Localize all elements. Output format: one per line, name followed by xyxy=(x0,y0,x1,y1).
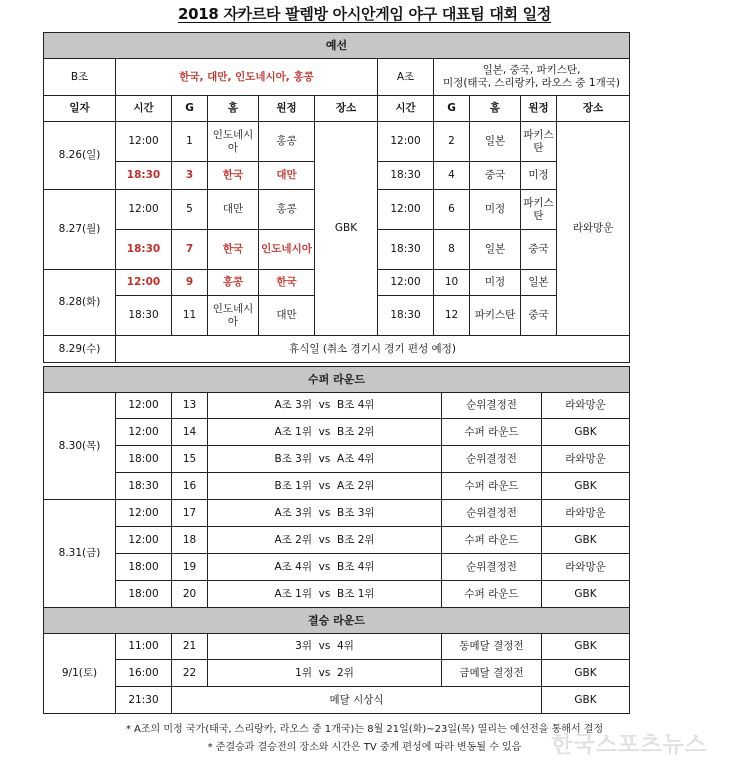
time-cell: 12:00 xyxy=(116,190,172,230)
game-cell: 19 xyxy=(172,554,208,581)
match-cell: A조 4위 vs B조 4위 xyxy=(208,554,442,581)
venue-cell: 라와망운 xyxy=(542,554,630,581)
final-round-header: 결승 라운드 xyxy=(44,608,630,634)
time-cell: 12:00 xyxy=(116,393,172,419)
game-cell: 6 xyxy=(434,190,470,230)
col-home-b: 홈 xyxy=(208,96,259,122)
type-cell: 수퍼 라운드 xyxy=(442,473,542,500)
time-cell: 12:00 xyxy=(116,527,172,554)
time-cell: 18:30 xyxy=(116,162,172,190)
time-cell: 18:00 xyxy=(116,446,172,473)
watermark-logo: 한국스포츠뉴스 xyxy=(551,733,707,758)
type-cell: 금메달 결정전 xyxy=(442,660,542,687)
table-row xyxy=(44,634,630,660)
date-cell: 8.27(월) xyxy=(44,190,116,270)
rest-text: 휴식일 (취소 경기시 경기 편성 예정) xyxy=(116,336,630,363)
table-row xyxy=(44,393,630,419)
col-time-a: 시간 xyxy=(378,96,434,122)
time-cell: 12:00 xyxy=(378,270,434,296)
date-cell: 8.30(목) xyxy=(44,393,116,500)
group-a-teams-line1: 일본, 중국, 파키스탄, xyxy=(482,64,581,76)
time-cell: 18:30 xyxy=(116,473,172,500)
venue-cell: 라와망운 xyxy=(542,393,630,419)
time-cell: 16:00 xyxy=(116,660,172,687)
col-away-b: 원정 xyxy=(259,96,315,122)
knockout-table xyxy=(43,366,630,714)
home-cell: 대만 xyxy=(208,190,259,230)
venue-cell: 라와망운 xyxy=(542,500,630,527)
game-cell: 9 xyxy=(172,270,208,296)
venue-a-cell: 라와망운 xyxy=(557,122,630,336)
time-cell: 12:00 xyxy=(378,122,434,162)
type-cell: 순위결정전 xyxy=(442,500,542,527)
time-cell: 12:00 xyxy=(116,122,172,162)
home-cell: 인도네시아 xyxy=(208,122,259,162)
table-row xyxy=(44,122,630,162)
game-cell: 4 xyxy=(434,162,470,190)
time-cell: 18:30 xyxy=(378,162,434,190)
match-cell: B조 1위 vs A조 2위 xyxy=(208,473,442,500)
time-cell: 18:30 xyxy=(378,230,434,270)
away-cell: 중국 xyxy=(521,230,557,270)
group-b-teams: 한국, 대만, 인도네시아, 홍콩 xyxy=(116,59,378,96)
game-cell: 13 xyxy=(172,393,208,419)
game-cell: 8 xyxy=(434,230,470,270)
match-cell: A조 1위 vs B조 2위 xyxy=(208,419,442,446)
match-cell: A조 3위 vs B조 4위 xyxy=(208,393,442,419)
page-title: 2018 자카르타 팔렘방 아시안게임 야구 대표팀 대회 일정 xyxy=(178,5,551,23)
home-cell: 한국 xyxy=(208,162,259,190)
table-row xyxy=(44,500,630,527)
game-cell: 18 xyxy=(172,527,208,554)
venue-b-cell: GBK xyxy=(315,122,378,336)
col-home-a: 홈 xyxy=(470,96,521,122)
home-cell: 일본 xyxy=(470,230,521,270)
match-cell: A조 1위 vs B조 1위 xyxy=(208,581,442,608)
away-cell: 홍콩 xyxy=(259,122,315,162)
home-cell: 홍콩 xyxy=(208,270,259,296)
date-cell: 8.26(일) xyxy=(44,122,116,190)
footnote-2: * 준결승과 결승전의 장소와 시간은 TV 중계 편성에 따라 변동될 수 있음 xyxy=(207,742,522,753)
game-cell: 1 xyxy=(172,122,208,162)
venue-cell: GBK xyxy=(542,527,630,554)
footnote-1: * A조의 미정 국가(태국, 스리랑카, 라오스 중 1개국)는 8월 21일(화)~23일(목) 열리는 예선전을 통해서 결정 xyxy=(125,724,604,735)
time-cell: 21:30 xyxy=(116,687,172,714)
type-cell: 동메달 결정전 xyxy=(442,634,542,660)
col-date: 일자 xyxy=(44,96,116,122)
game-cell: 20 xyxy=(172,581,208,608)
col-game-a: G xyxy=(434,96,470,122)
game-cell: 22 xyxy=(172,660,208,687)
date-cell: 8.31(금) xyxy=(44,500,116,608)
time-cell: 18:30 xyxy=(378,296,434,336)
away-cell: 대만 xyxy=(259,296,315,336)
away-cell: 일본 xyxy=(521,270,557,296)
rest-day-row xyxy=(44,336,630,363)
type-cell: 순위결정전 xyxy=(442,446,542,473)
col-game-b: G xyxy=(172,96,208,122)
game-cell: 7 xyxy=(172,230,208,270)
game-cell: 14 xyxy=(172,419,208,446)
away-cell: 미정 xyxy=(521,162,557,190)
type-cell: 수퍼 라운드 xyxy=(442,419,542,446)
venue-cell: GBK xyxy=(542,473,630,500)
table-row xyxy=(44,581,630,608)
away-cell: 중국 xyxy=(521,296,557,336)
group-a-label: A조 xyxy=(378,59,434,96)
rest-date: 8.29(수) xyxy=(44,336,116,363)
game-cell: 3 xyxy=(172,162,208,190)
group-a-teams xyxy=(434,59,630,96)
venue-cell: GBK xyxy=(542,687,630,714)
time-cell: 12:00 xyxy=(116,500,172,527)
match-cell: A조 3위 vs B조 3위 xyxy=(208,500,442,527)
match-cell: 1위 vs 2위 xyxy=(208,660,442,687)
venue-cell: GBK xyxy=(542,581,630,608)
table-row xyxy=(44,554,630,581)
date-cell: 8.28(화) xyxy=(44,270,116,336)
game-cell: 11 xyxy=(172,296,208,336)
col-away-a: 원정 xyxy=(521,96,557,122)
type-cell: 순위결정전 xyxy=(442,554,542,581)
type-cell: 수퍼 라운드 xyxy=(442,527,542,554)
venue-cell: 라와망운 xyxy=(542,446,630,473)
home-cell: 중국 xyxy=(470,162,521,190)
match-cell: 3위 vs 4위 xyxy=(208,634,442,660)
venue-cell: GBK xyxy=(542,634,630,660)
away-cell: 한국 xyxy=(259,270,315,296)
match-cell: B조 3위 vs A조 4위 xyxy=(208,446,442,473)
away-cell: 인도네시아 xyxy=(259,230,315,270)
venue-cell: GBK xyxy=(542,419,630,446)
game-cell: 12 xyxy=(434,296,470,336)
away-cell: 파키스탄 xyxy=(521,122,557,162)
game-cell: 17 xyxy=(172,500,208,527)
time-cell: 12:00 xyxy=(116,270,172,296)
prelim-header: 예선 xyxy=(44,33,630,59)
type-cell: 수퍼 라운드 xyxy=(442,581,542,608)
away-cell: 파키스탄 xyxy=(521,190,557,230)
ceremony-row xyxy=(44,687,630,714)
group-b-label: B조 xyxy=(44,59,116,96)
time-cell: 18:00 xyxy=(116,581,172,608)
time-cell: 18:30 xyxy=(116,296,172,336)
col-venue-a: 장소 xyxy=(557,96,630,122)
away-cell: 홍콩 xyxy=(259,190,315,230)
time-cell: 18:30 xyxy=(116,230,172,270)
table-row xyxy=(44,473,630,500)
table-row xyxy=(44,527,630,554)
home-cell: 일본 xyxy=(470,122,521,162)
game-cell: 2 xyxy=(434,122,470,162)
time-cell: 12:00 xyxy=(378,190,434,230)
game-cell: 21 xyxy=(172,634,208,660)
game-cell: 10 xyxy=(434,270,470,296)
home-cell: 파키스탄 xyxy=(470,296,521,336)
home-cell: 인도네시아 xyxy=(208,296,259,336)
time-cell: 11:00 xyxy=(116,634,172,660)
game-cell: 5 xyxy=(172,190,208,230)
game-cell: 16 xyxy=(172,473,208,500)
col-time-b: 시간 xyxy=(116,96,172,122)
group-a-teams-line2: 미정(태국, 스리랑카, 라오스 중 1개국) xyxy=(443,77,620,89)
type-cell: 순위결정전 xyxy=(442,393,542,419)
match-cell: A조 2위 vs B조 2위 xyxy=(208,527,442,554)
table-row xyxy=(44,660,630,687)
table-row xyxy=(44,446,630,473)
date-cell: 9/1(토) xyxy=(44,634,116,714)
home-cell: 미정 xyxy=(470,270,521,296)
col-venue-b: 장소 xyxy=(315,96,378,122)
time-cell: 18:00 xyxy=(116,554,172,581)
venue-cell: GBK xyxy=(542,660,630,687)
home-cell: 한국 xyxy=(208,230,259,270)
prelim-table xyxy=(43,32,630,363)
away-cell: 대만 xyxy=(259,162,315,190)
ceremony-text: 메달 시상식 xyxy=(172,687,542,714)
game-cell: 15 xyxy=(172,446,208,473)
time-cell: 12:00 xyxy=(116,419,172,446)
super-round-header: 수퍼 라운드 xyxy=(44,367,630,393)
home-cell: 미정 xyxy=(470,190,521,230)
table-row xyxy=(44,419,630,446)
